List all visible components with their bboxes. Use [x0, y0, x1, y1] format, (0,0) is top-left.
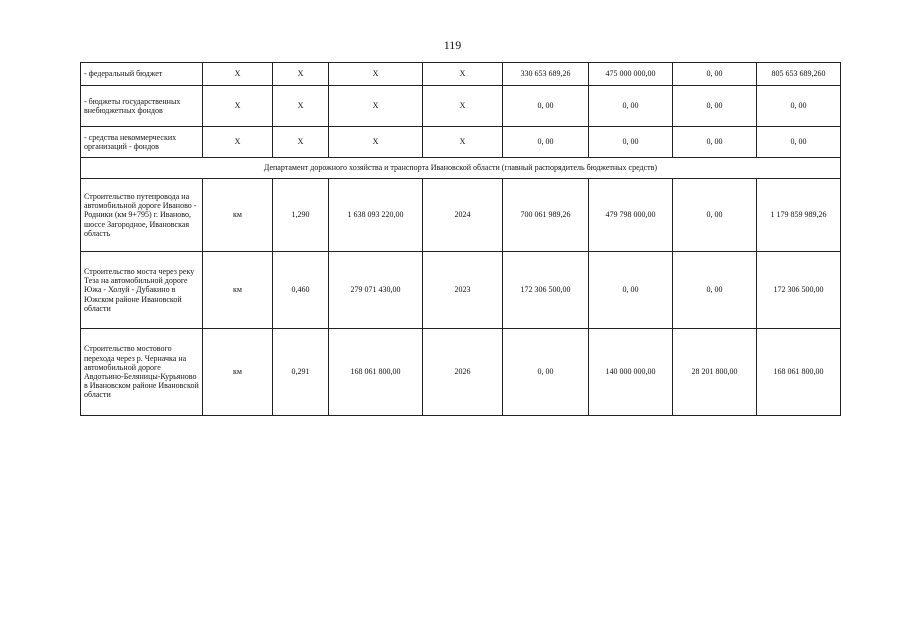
cell-total: 0, 00 [757, 86, 841, 127]
cell-amount-1: 330 653 689,26 [503, 63, 589, 86]
cell-year: 2023 [423, 252, 503, 329]
cell-estimate: X [329, 63, 423, 86]
section-header: Департамент дорожного хозяйства и транспорта Ивановской области (главный распорядитель бюджетных средств) [81, 158, 841, 179]
cell-capacity: X [273, 63, 329, 86]
cell-total: 805 653 689,260 [757, 63, 841, 86]
cell-capacity: 1,290 [273, 179, 329, 252]
cell-amount-2: 479 798 000,00 [589, 179, 673, 252]
page-number: 119 [443, 38, 462, 52]
cell-unit: X [203, 86, 273, 127]
cell-capacity: X [273, 127, 329, 158]
row-name: - федеральный бюджет [81, 63, 203, 86]
cell-estimate: 279 071 430,00 [329, 252, 423, 329]
cell-amount-1: 700 061 989,26 [503, 179, 589, 252]
table-row [81, 179, 841, 252]
cell-year: X [423, 127, 503, 158]
table-row [81, 63, 841, 86]
row-name: - бюджеты государственных внебюджетных фондов [81, 86, 203, 127]
cell-capacity: X [273, 86, 329, 127]
cell-amount-1: 0, 00 [503, 86, 589, 127]
cell-amount-2: 0, 00 [589, 86, 673, 127]
cell-estimate: 1 638 093 220,00 [329, 179, 423, 252]
cell-estimate: X [329, 86, 423, 127]
cell-amount-3: 0, 00 [673, 127, 757, 158]
cell-unit: км [203, 329, 273, 416]
table-row [81, 86, 841, 127]
row-name: - средства некоммерческих организаций - фондов [81, 127, 203, 158]
cell-total: 172 306 500,00 [757, 252, 841, 329]
table-row [81, 252, 841, 329]
cell-year: 2026 [423, 329, 503, 416]
cell-amount-1: 0, 00 [503, 329, 589, 416]
cell-amount-2: 0, 00 [589, 252, 673, 329]
cell-total: 168 061 800,00 [757, 329, 841, 416]
cell-estimate: X [329, 127, 423, 158]
cell-amount-1: 0, 00 [503, 127, 589, 158]
cell-unit: X [203, 127, 273, 158]
row-name: Строительство путепровода на автомобильной дороге Иваново - Родники (км 9+795) г. Иваново, шоссе Загородное, Ивановская область [81, 179, 203, 252]
cell-estimate: 168 061 800,00 [329, 329, 423, 416]
cell-amount-3: 0, 00 [673, 179, 757, 252]
cell-amount-3: 0, 00 [673, 86, 757, 127]
cell-year: 2024 [423, 179, 503, 252]
cell-amount-2: 475 000 000,00 [589, 63, 673, 86]
cell-amount-2: 0, 00 [589, 127, 673, 158]
cell-amount-3: 0, 00 [673, 252, 757, 329]
cell-amount-3: 0, 00 [673, 63, 757, 86]
cell-amount-2: 140 000 000,00 [589, 329, 673, 416]
cell-unit: X [203, 63, 273, 86]
row-name: Строительство мостового перехода через р. Черначка на автомобильной дороге Авдотьино-Беляницы-Курьяново в Ивановском районе Ивановской области [81, 329, 203, 416]
cell-amount-3: 28 201 800,00 [673, 329, 757, 416]
cell-total: 1 179 859 989,26 [757, 179, 841, 252]
cell-unit: км [203, 179, 273, 252]
cell-year: X [423, 63, 503, 86]
cell-total: 0, 00 [757, 127, 841, 158]
cell-amount-1: 172 306 500,00 [503, 252, 589, 329]
cell-capacity: 0,291 [273, 329, 329, 416]
cell-year: X [423, 86, 503, 127]
row-name: Строительство моста через реку Теза на автомобильной дороге Южа - Холуй - Дубакино в Южском районе Ивановской области [81, 252, 203, 329]
section-row [81, 158, 841, 179]
cell-capacity: 0,460 [273, 252, 329, 329]
table-row [81, 127, 841, 158]
cell-unit: км [203, 252, 273, 329]
budget-table [80, 62, 841, 416]
table-row [81, 329, 841, 416]
